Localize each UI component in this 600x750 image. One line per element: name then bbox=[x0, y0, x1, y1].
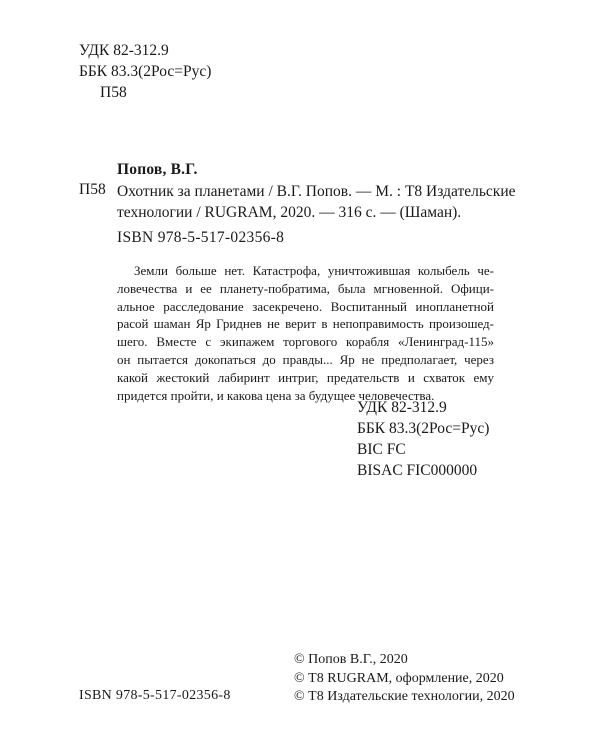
isbn-bottom: ISBN 978-5-517-02356-8 bbox=[79, 688, 231, 703]
bic-code: BIC FC bbox=[357, 441, 406, 458]
bibliographic-entry bbox=[117, 181, 516, 223]
catalog-author-mark: П58 bbox=[79, 181, 106, 198]
annotation-line: придется пройти, и какова цена за будущее человечества. bbox=[117, 387, 435, 403]
annotation-line: шего. Вместе с экипажем торгового корабля «Ленинград-115» bbox=[117, 334, 494, 350]
entry-line: технологии / RUGRAM, 2020. — 316 с. — (Шаман). bbox=[117, 204, 462, 221]
right-classification-codes bbox=[357, 397, 489, 481]
udk-code: УДК 82-312.9 bbox=[357, 399, 447, 416]
author-heading: Попов, В.Г. bbox=[117, 161, 198, 178]
copyright-line: © Т8 RUGRAM, оформление, 2020 bbox=[294, 670, 504, 686]
udk-code: УДК 82-312.9 bbox=[79, 42, 169, 59]
bbk-code: ББК 83.3(2Рос=Рус) bbox=[79, 63, 212, 80]
annotation-line: расой шаман Яр Гриднев не верит в непоправимость произошед- bbox=[117, 316, 494, 332]
annotation-line: ловечества и ее планету-побратима, была мгновенной. Офици- bbox=[117, 280, 494, 296]
copyright-block bbox=[294, 651, 515, 707]
copyright-line: © Т8 Издательские технологии, 2020 bbox=[294, 689, 515, 704]
annotation-line: альное расследование засекречено. Воспитанный инопланетной bbox=[117, 298, 494, 314]
annotation-line: какой жестокий лабиринт интриг, предательств и схваток ему bbox=[117, 369, 494, 385]
isbn-main: ISBN 978-5-517-02356-8 bbox=[117, 229, 285, 246]
bisac-code: BISAC FIC000000 bbox=[357, 462, 478, 479]
annotation-line: он пытается докопаться до правды... Яр не предполагает, через bbox=[117, 351, 494, 367]
annotation-line: Земли больше нет. Катастрофа, уничтожившая колыбель че- bbox=[134, 263, 494, 278]
entry-line: Охотник за планетами / В.Г. Попов. — М. : Т8 Издательские bbox=[117, 183, 516, 200]
top-classification-codes bbox=[79, 40, 211, 103]
author-mark: П58 bbox=[100, 84, 127, 101]
copyright-line: © Попов В.Г., 2020 bbox=[294, 652, 408, 667]
annotation bbox=[117, 262, 494, 404]
bbk-code: ББК 83.3(2Рос=Рус) bbox=[357, 420, 490, 437]
